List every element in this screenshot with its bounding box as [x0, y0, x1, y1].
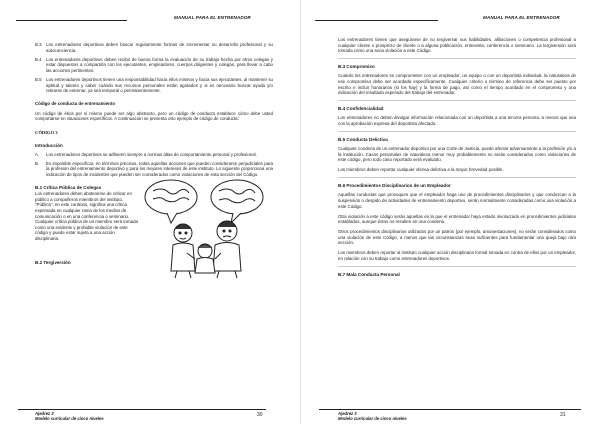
page-number: 30: [257, 412, 263, 418]
b1-heading: B.1 Crítica Pública de Colegas: [35, 184, 102, 190]
list-item: [35, 57, 273, 74]
right-content: [338, 37, 576, 281]
b-items-list: [35, 42, 273, 94]
header-rule: [16, 20, 127, 21]
item-key: B.4: [35, 56, 42, 62]
tergiversion-text: Los entrenadores tienen que asegurarse de no tergiversar sus habilidades, afiliaciones o competencia profesional a cualquier cliente o prospecto de cliente o a alguna publicación, entrevista, conferencia o seminario. La tergiversión será tomada como una seria violación a este Código.: [338, 37, 576, 54]
section-paragraph: Aquellas conductas que provoquen que el empleador haga uso de procedimientos disciplinarios y que conduzcan a la suspensión o despido de actividades de entrenamiento deportivo, serán normalmente consideradas como una violación a este Código.: [338, 192, 576, 209]
page-number: 31: [560, 412, 566, 418]
item-key: B.5: [35, 76, 42, 82]
item-key: A.: [35, 151, 40, 157]
b1-text: Los entrenadores deben abstenerse de criticar en público a compañeros miembros del instituto. "Pública", en este contexto, significa una crítica expresada en cualquier rama de los medios de comunicación o en una conferencia o seminario. Cualquier crítica pública de un miembro será tomada como una evidente y probable violación de este código y puede estar sujeta a una acción disciplinaria.: [35, 191, 138, 241]
intro-heading: Introducción: [35, 142, 63, 148]
footer-rule: [18, 409, 266, 410]
list-item: [35, 42, 273, 53]
list-item: [35, 152, 273, 158]
section-heading: B.4 Confidencialidad: [338, 100, 576, 112]
section-paragraph: Los miembros deben reportar al instituto cualquier acción disciplinaria formal tomada en contra de ellos por un empleador, en relación con su trabajo como entrenadores deportivos.: [338, 250, 576, 261]
item-key: B.3: [35, 42, 42, 47]
item-text: Los entrenadores deportivos se adhieren siempre a normas altas de comportamiento personal y profesional.: [46, 151, 257, 157]
section-paragraph: Cualquier condena de un entrenador deportivo por una Corte de Justicia, puede afectar adversamente a la profesión y/o a la institución. Casos personales de naturaleza menor muy probablemente no serán considerados como violaciones de este código, pero todo caso reportado será evaluado.: [338, 146, 576, 163]
codigo-label: CÓDIGO 3: [35, 129, 58, 135]
header-title: MANUAL PARA EL ENTRENADOR: [174, 15, 251, 20]
codigo-intro: Un código de ética por sí mismo puede ser algo abstracto, pero un código de conducta establece cómo debe usted comportarse en situaciones específicas. A continuación se presenta otro ejemplo de código de conducta:: [35, 110, 273, 122]
header-rule: [315, 20, 438, 21]
section-paragraph: Los miembros deben reportar cualquier ofensa delictiva a la mayor brevedad posible.: [338, 167, 504, 173]
footer-text: Ajedrez 3 Modelo curricular de cinco niveles: [338, 411, 407, 421]
footer-rule: [319, 409, 581, 410]
b7-heading: B.7 Mala Conducta Personal: [338, 266, 576, 278]
section-paragraph: Otra violación a este código serán aquellas en la que el entrenador haya estado involucrado en procedimientos judiciales entablados, aunque éstos no resulten en una condena.: [338, 213, 576, 225]
item-key: B.: [35, 160, 40, 166]
footer-text: Ajedrez 3 Modelo curricular de cinco niveles: [35, 411, 104, 421]
codigo-heading: Código de conducta de entrenamiento: [35, 100, 116, 106]
item-text: Los entrenadores deportivos deben buscar regularmente formas de incrementar su desarrollo profesional y su autoconciencia.: [46, 42, 273, 53]
section-heading: B.3 Compromiso: [338, 58, 576, 70]
section-heading: B.6 Procedimientos Disciplinarios de un Empleador: [338, 177, 576, 189]
header-title: MANUAL PARA EL ENTRENADOR: [483, 15, 560, 20]
item-text: Es imposible especificar, en términos precisos, todas aquellas acciones que pueden considerarse perjudiciales para la profesión del entrenamiento deportivo y para los mejores intereses de este instituto. Lo siguiente proporciona una indicación de tipos de incidentes que pueden ser considerados como violaciones de esta sección del Código.: [46, 160, 273, 177]
section-paragraph: Otros procedimientos disciplinarios utilizados por un patrón (por ejemplo, amonestaciones), no serán considerados como una violación de este Código, a menos que las circunstancias sean suficientes para fundamentar una queja bajo otra sección.: [338, 229, 576, 246]
item-text: Los entrenadores deportivos deben recibir de buena forma la evaluación de su trabajo hecha por otros colegas y estar dispuestos a compartirla con los ejecutantes, empleadores, cuerpos dirigentes y colegas, para llevar a cabo las acciones pertinentes.: [46, 56, 273, 73]
item-text: Los entrenadores deportivos tienen una responsabilidad hacia ellos mismos y hacia sus ejecutantes, al mantener su aptitud y talento y saber cuándo sus recursos personales están agotados y si es necesario buscar ayuda y/o retirarse de entrenar, ya sea temporal o permanentemente.: [46, 76, 273, 94]
section-paragraph: Los entrenadores no deben divulgar información relacionada con un deportista a una tercera persona, a menos que sea con la aprobación expresa del deportista afectado.: [338, 115, 576, 126]
critica-section: [35, 185, 273, 242]
list-item: [35, 77, 273, 94]
section-paragraph: Cuando los entrenadores se comprometen con un empleador, un equipo o con un deportista individual, la naturaleza de ese compromiso debe ser acordada específicamente. Cualquier criterio o término de referencia debe ser puesto por escrito e incluir honorarios (si los hay) y la forma de pago, así como el tiempo acordado en el compromiso y una indicación del resultado esperado del trabajo del entrenador.: [338, 73, 576, 96]
b2-heading: B.2 Tergiversión: [35, 259, 71, 265]
right-page: [300, 0, 600, 424]
sections-list: [338, 58, 576, 261]
cartoon-illustration: [141, 175, 269, 279]
section-heading: B.5 Conducta Delictiva: [338, 131, 576, 143]
left-content: [35, 42, 273, 269]
